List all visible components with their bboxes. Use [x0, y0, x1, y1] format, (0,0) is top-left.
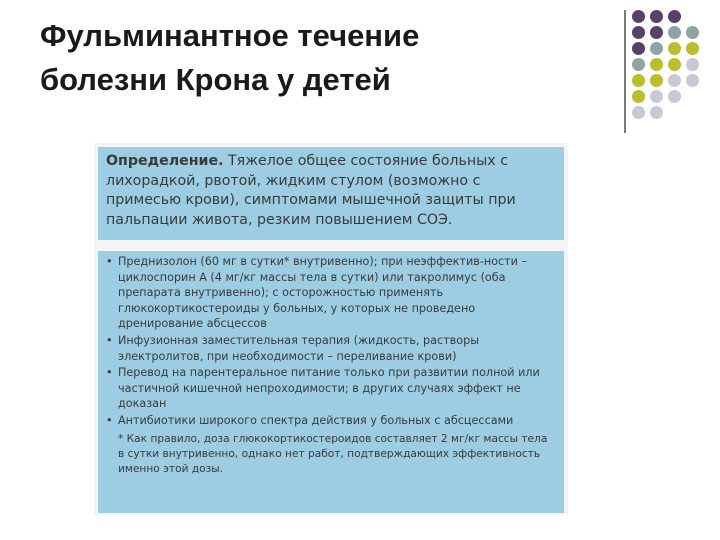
treatment-item: • Инфузионная заместительная терапия (жидкость, растворы электролитов, при необходимости – переливание крови)	[106, 333, 556, 364]
decorative-dot	[650, 10, 663, 23]
definition-label: Определение.	[106, 153, 224, 169]
decorative-dot	[650, 42, 663, 55]
decorative-dot-grid	[632, 10, 700, 119]
definition-box	[98, 147, 564, 240]
slide-title	[40, 14, 600, 102]
decorative-dot	[650, 58, 663, 71]
decorative-dot	[632, 90, 645, 103]
treatment-item: • Антибиотики широкого спектра действия у больных с абсцессами	[106, 413, 556, 429]
decorative-dot	[668, 58, 681, 71]
decorative-dot	[668, 26, 681, 39]
decorative-dot	[650, 106, 663, 119]
decorative-dot	[632, 26, 645, 39]
title-line-2: болезни Крона у детей	[40, 62, 391, 97]
decorative-dot	[686, 10, 699, 23]
decorative-dot	[632, 42, 645, 55]
decorative-dot	[686, 74, 699, 87]
decorative-dot	[632, 106, 645, 119]
decorative-dot	[686, 58, 699, 71]
decorative-dot	[668, 106, 681, 119]
decorative-dot	[650, 90, 663, 103]
decorative-dot	[650, 74, 663, 87]
decorative-dot	[668, 42, 681, 55]
decorative-dot	[668, 10, 681, 23]
decorative-vertical-line	[624, 10, 626, 133]
decorative-dot	[686, 106, 699, 119]
slide-image-table	[94, 143, 568, 515]
decorative-dot	[650, 26, 663, 39]
treatment-item: • Перевод на парентеральное питание только при развитии полной или частичной кишечной непроходимости; в других случаях эффект не доказан	[106, 365, 556, 412]
decorative-dot	[632, 10, 645, 23]
decorative-dot	[686, 90, 699, 103]
definition-text: Тяжелое общее состояние больных с лихорадкой, рвотой, жидким стулом (возможно с примесью крови), симптомами мышечной защиты при пальпации живота, резким повышением СОЭ.	[106, 153, 516, 228]
treatment-item: • Преднизолон (60 мг в сутки* внутривенно); при неэффектив-ности – циклоспорин А (4 мг/кг массы тела в сутки) или такролимус (оба препарата внутривенно); с осторожностью применять глюкокортикостероиды у больных, у которых не проведено дренирование абсцессов	[106, 254, 556, 332]
decorative-dot	[668, 90, 681, 103]
footnote: * Как правило, доза глюкокортикостероидов составляет 2 мг/кг массы тела в сутки внутривенно, однако нет работ, подтверждающих эффективность именно этой дозы.	[118, 432, 548, 476]
decorative-dot	[632, 58, 645, 71]
decorative-dot	[668, 74, 681, 87]
decorative-dot	[686, 26, 699, 39]
treatment-list	[98, 251, 564, 513]
decorative-dot	[686, 42, 699, 55]
title-line-1: Фульминантное течение	[40, 18, 420, 53]
decorative-dot	[632, 74, 645, 87]
